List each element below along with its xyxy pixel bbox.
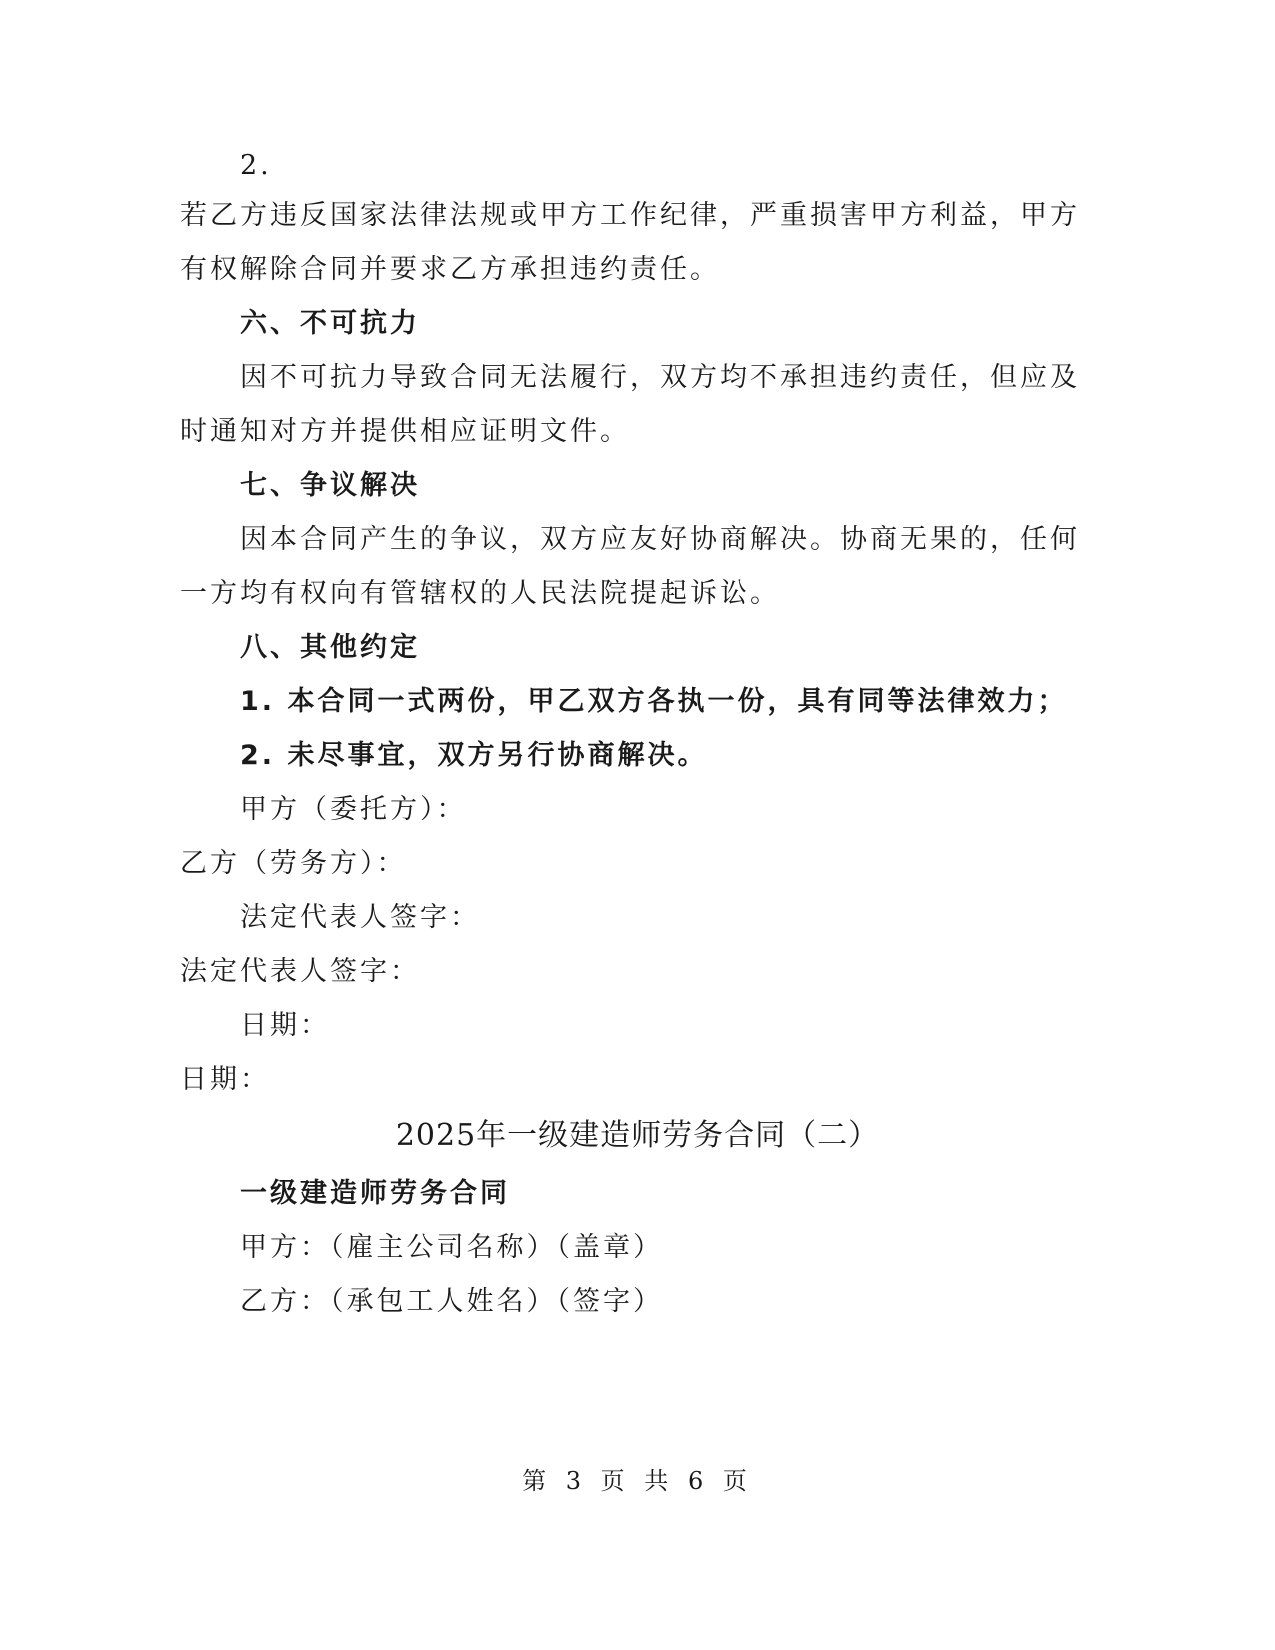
contract-subtitle: 一级建造师劳务合同 [240, 1178, 510, 1209]
section-heading-dispute-resolution: 七、争议解决 [240, 470, 420, 501]
contract-party-a: 甲方：（雇主公司名称）（盖章） [240, 1232, 663, 1263]
paragraph-line: 一方均有权向有管辖权的人民法院提起诉讼。 [180, 578, 780, 609]
paragraph-line: 若乙方违反国家法律法规或甲方工作纪律，严重损害甲方利益，甲方 [180, 200, 1080, 231]
contract-party-b: 乙方：（承包工人姓名）（签字） [240, 1286, 663, 1317]
signature-date-a: 日期： [240, 1010, 330, 1041]
paragraph-line: 时通知对方并提供相应证明文件。 [180, 416, 630, 447]
paragraph-line: 有权解除合同并要求乙方承担违约责任。 [180, 254, 720, 285]
contract-title: 2025年一级建造师劳务合同（二） [395, 1118, 880, 1153]
paragraph-line: 因本合同产生的争议，双方应友好协商解决。协商无果的，任何 [240, 524, 1080, 555]
list-item: 1. 本合同一式两份，甲乙双方各执一份，具有同等法律效力； [240, 686, 1068, 717]
section-heading-force-majeure: 六、不可抗力 [240, 308, 420, 339]
signature-rep-a: 法定代表人签字： [240, 902, 480, 933]
item-number: 2. [240, 150, 272, 181]
paragraph-line: 因不可抗力导致合同无法履行，双方均不承担违约责任，但应及 [240, 362, 1080, 393]
signature-rep-b: 法定代表人签字： [180, 956, 420, 987]
signature-date-b: 日期： [180, 1064, 270, 1095]
signature-party-a: 甲方（委托方）： [240, 794, 467, 825]
list-item: 2. 未尽事宜，双方另行协商解决。 [240, 740, 708, 771]
signature-party-b: 乙方（劳务方）： [180, 848, 407, 879]
page-number: 第 3 页 共 6 页 [522, 1467, 753, 1495]
section-heading-other-terms: 八、其他约定 [240, 632, 420, 663]
